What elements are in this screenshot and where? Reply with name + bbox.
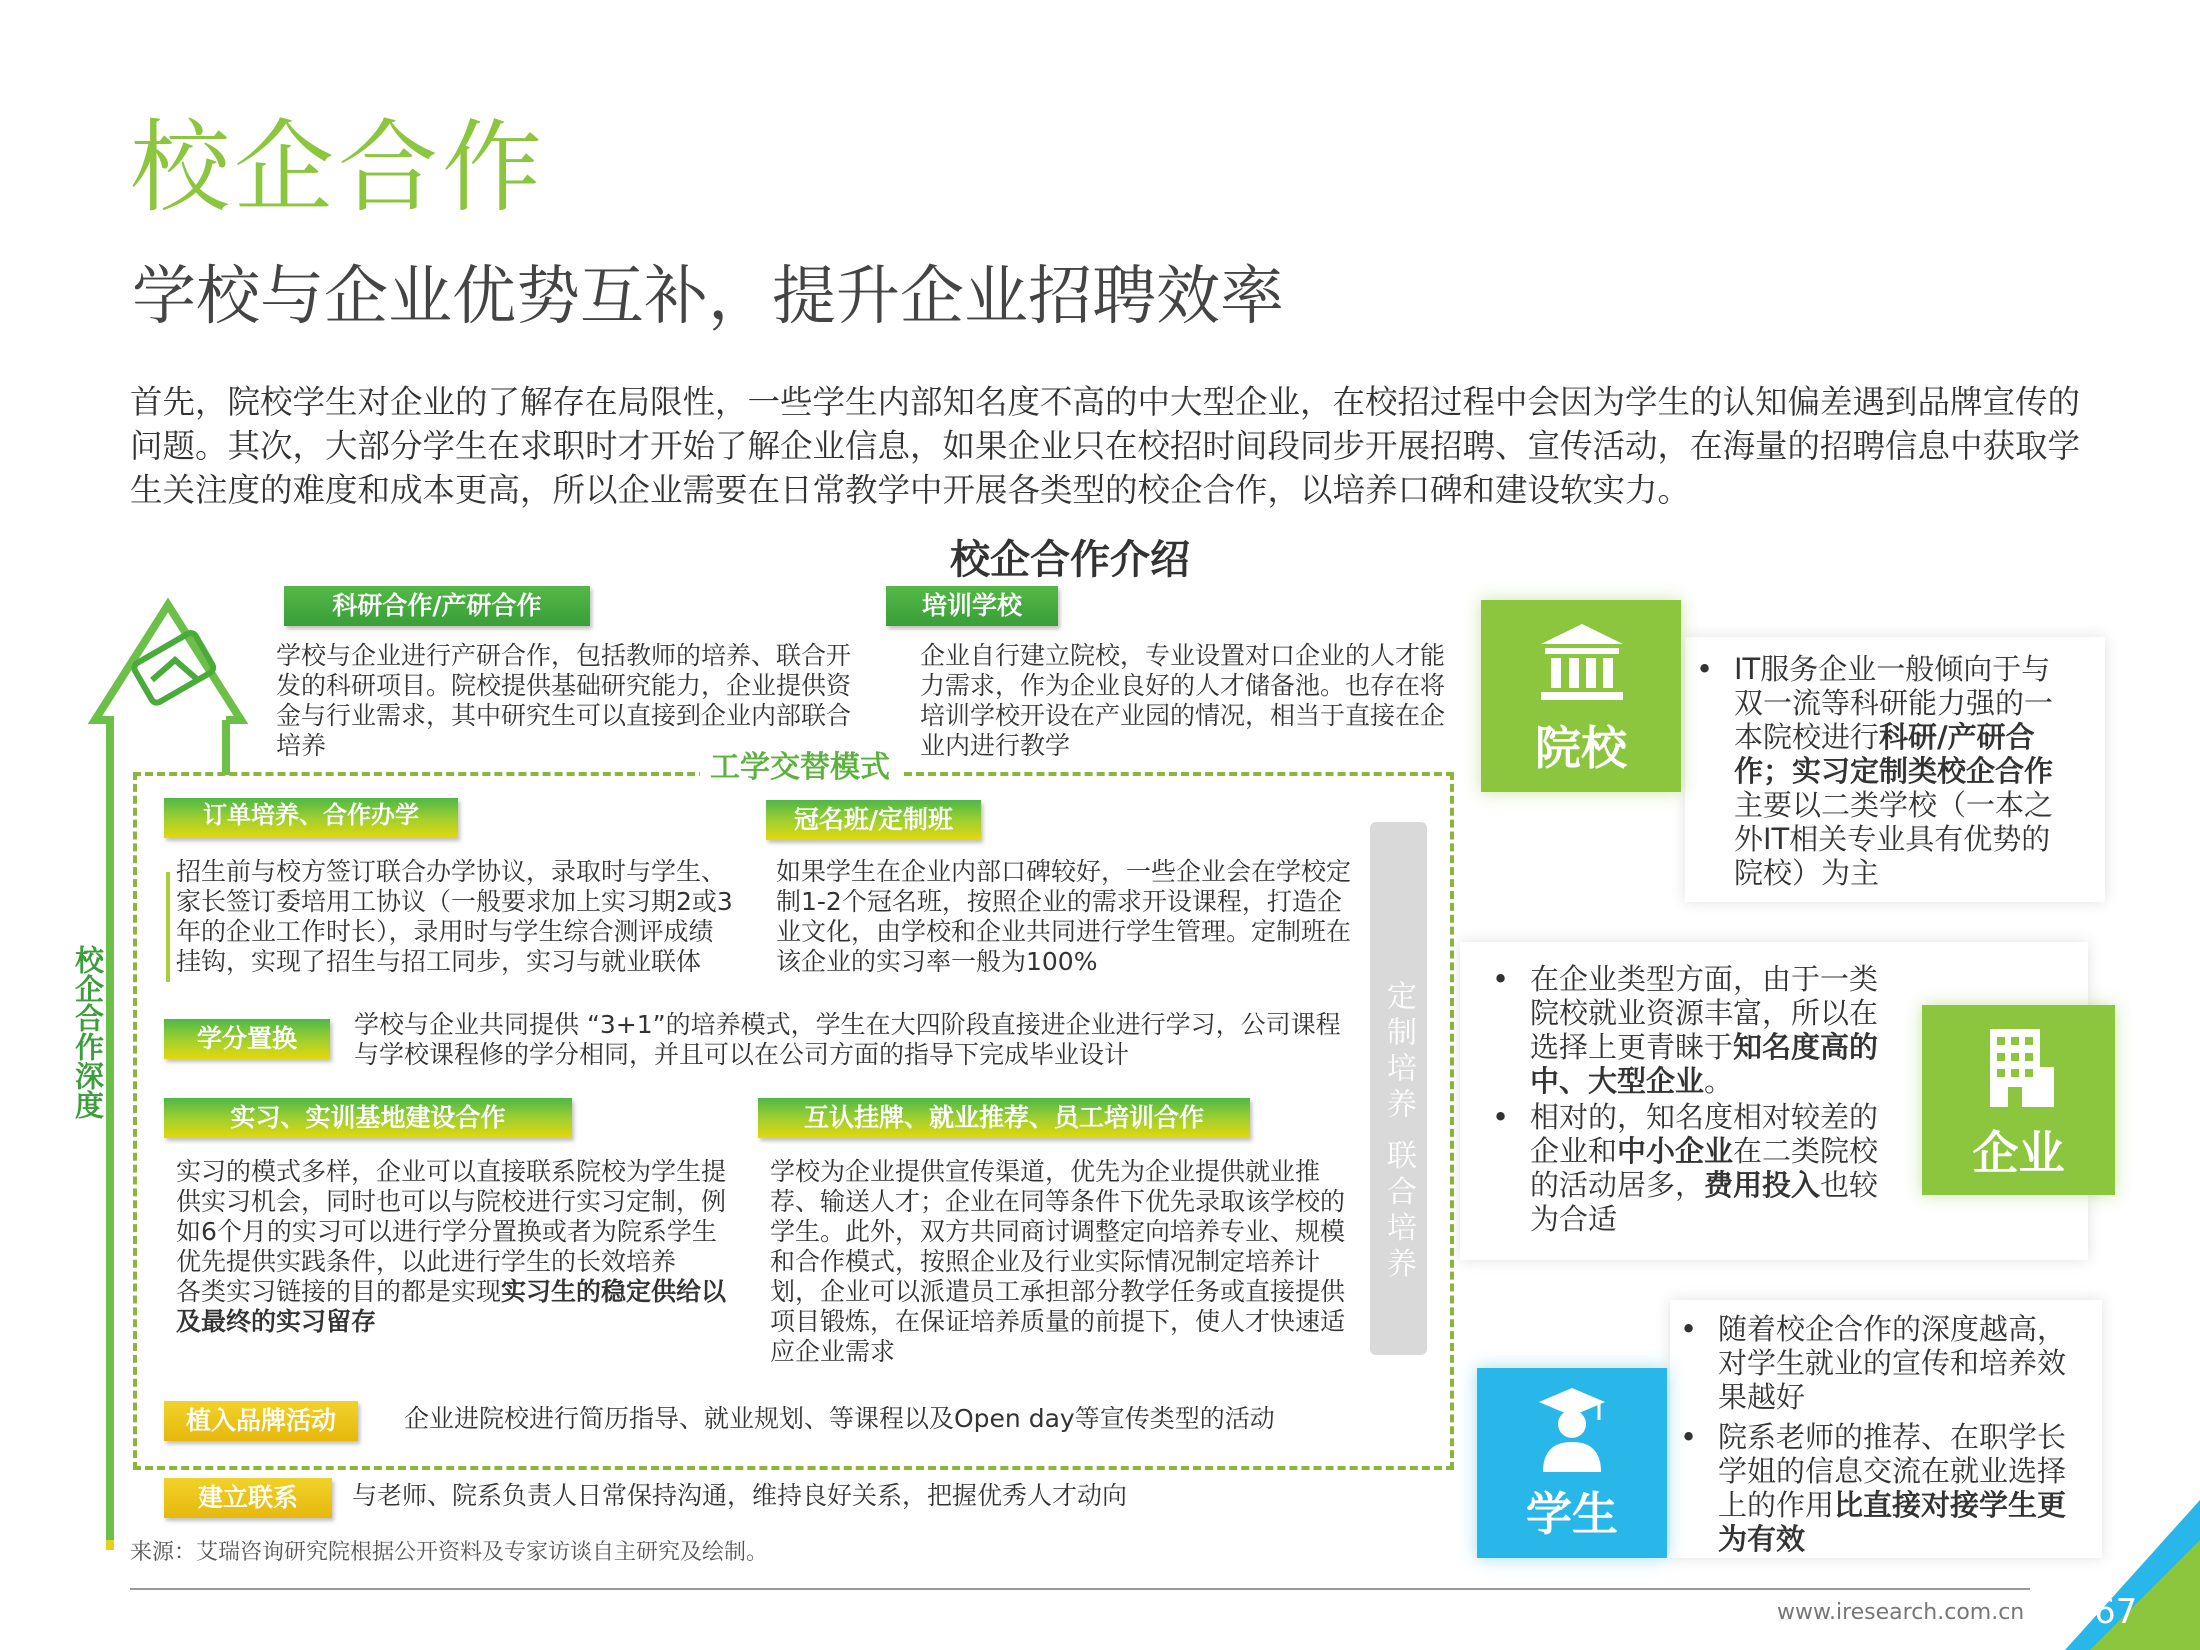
student-bullet-1 — [1680, 1312, 2090, 1414]
source-note: 来源：艾瑞咨询研究院根据公开资料及专家访谈自主研究及绘制。 — [130, 1540, 769, 1565]
tag-research-cooperation: 科研合作/产研合作 — [284, 586, 590, 626]
bullet-dot: • — [1680, 1312, 1698, 1346]
tag-credit-exchange: 学分置换 — [164, 1019, 330, 1059]
tag-build-contact: 建立联系 — [164, 1478, 332, 1518]
build-contact-text: 与老师、院系负责人日常保持沟通，维持良好关系，把握优秀人才动向 — [352, 1481, 1128, 1510]
bullet-dot: • — [1680, 1420, 1698, 1454]
enterprise-b1-a: 在企业类型方面，由于一类院校就业资源丰富，所以在选择上更青睐于 — [1530, 962, 1879, 1064]
mutual-recognition-text: 学校为企业提供宣传渠道，优先为企业提供就业推荐、输送人才；企业在同等条件下优先录取该学校的学生。此外，双方共同商讨调整定向培养专业、规模和合作模式，按照企业及行业实际情况制定培养计划，企业可以派遣员工承担部分教学任务或直接提供项目锻炼，在保证培养质量的前提下，使人才快速适应企业需求 — [770, 1157, 1346, 1366]
school-bullet-bold: 科研/产研合作；实习定制类校企合作 — [1734, 720, 2054, 788]
student-label: 学生 — [1526, 1487, 1618, 1541]
school-building-icon — [1539, 622, 1625, 702]
depth-axis-label: 校企合作深度 — [71, 945, 105, 1119]
handshake-icon — [130, 625, 220, 715]
school-bullet — [1696, 652, 2074, 890]
enterprise-bullet-2 — [1492, 1100, 1900, 1236]
footer-divider — [130, 1588, 2030, 1590]
office-building-icon — [1984, 1027, 2056, 1109]
customized-training-label: 定制培养 联合培养 — [1381, 980, 1416, 1284]
enterprise-b2-bold-1: 中小企业 — [1617, 1134, 1734, 1168]
student-b2-bold: 比直接对接学生更为有效 — [1718, 1488, 2067, 1556]
training-school-text: 企业自行建立院校，专业设置对口企业的人才能力需求，作为企业良好的人才储备池。也存在将培训学校开设在产业园的情况，相当于直接在企业内进行教学 — [920, 641, 1446, 760]
page-subtitle: 学校与企业优势互补，提升企业招聘效率 — [132, 260, 1284, 334]
customized-training-bar — [1370, 822, 1427, 1355]
credit-exchange-text: 学校与企业共同提供 “3+1”的培养模式，学生在大四阶段直接进企业进行学习，公司课程与学校课程修的学分相同，并且可以在公司方面的指导下完成毕业设计 — [354, 1010, 1341, 1069]
internship-base-desc: 实习的模式多样，企业可以直接联系院校为学生提供实习机会，同时也可以与院校进行实习定制，例如6个月的实习可以进行学分置换或者为院系学生优先提供实践条件，以此进行学生的长效培养 — [176, 1157, 727, 1276]
tag-training-school: 培训学校 — [886, 586, 1058, 626]
page-title: 校企合作 — [130, 109, 546, 226]
enterprise-b1-bold: 知名度高的中、大型企业 — [1530, 1030, 1879, 1098]
tag-order-training: 订单培养、合作办学 — [164, 798, 458, 838]
tag-internship-base: 实习、实训基地建设合作 — [164, 1098, 572, 1138]
student-tile — [1477, 1368, 1667, 1558]
graduate-icon — [1537, 1386, 1607, 1474]
tag-mutual-recognition: 互认挂牌、就业推荐、员工培训合作 — [758, 1098, 1250, 1138]
enterprise-b1-c: 。 — [1704, 1064, 1734, 1098]
school-bullet-c: 主要以二类学校（一本之外IT相关专业具有优势的院校）为主 — [1734, 788, 2054, 890]
internship-base-text — [176, 1157, 736, 1337]
student-bullet-2 — [1680, 1420, 2090, 1556]
site-url: www.iresearch.com.cn — [1777, 1600, 2025, 1625]
school-label: 院校 — [1535, 721, 1627, 775]
tag-named-class: 冠名班/定制班 — [766, 800, 981, 840]
enterprise-bullet-1 — [1492, 962, 1900, 1098]
section-title: 校企合作介绍 — [950, 537, 1190, 583]
student-b2-a: 院系老师的推荐、在职学长学姐的信息交流在就业选择上的作用 — [1718, 1420, 2067, 1522]
enterprise-b2-bold-2: 费用投入 — [1704, 1168, 1821, 1202]
brand-activity-text: 企业进院校进行简历指导、就业规划、等课程以及Open day等宣传类型的活动 — [404, 1404, 1275, 1433]
enterprise-tile — [1922, 1005, 2115, 1195]
bullet-dot: • — [1696, 652, 1714, 686]
internship-goal-plain: 各类实习链接的目的都是实现 — [176, 1277, 502, 1306]
internship-goal-bold: 实习生的稳定供给以及最终的实习留存 — [176, 1277, 727, 1336]
order-training-text: 招生前与校方签订联合办学协议，录取时与学生、家长签订委培用工协议（一般要求加上实习期2或3年的企业工作时长），录用时与学生综合测评成绩挂钩，实现了招生与招工同步，实习与就业联体 — [176, 857, 733, 976]
bullet-dot: • — [1492, 962, 1510, 996]
enterprise-b2-e: 也较为合适 — [1530, 1168, 1879, 1236]
page-number: 67 — [2094, 1592, 2138, 1632]
enterprise-label: 企业 — [1972, 1126, 2065, 1180]
order-training-accent — [166, 872, 170, 982]
work-study-label: 工学交替模式 — [700, 742, 900, 786]
tag-brand-activity: 植入品牌活动 — [164, 1401, 358, 1441]
bullet-dot: • — [1492, 1100, 1510, 1134]
named-class-text: 如果学生在企业内部口碑较好，一些企业会在学校定制1-2个冠名班，按照企业的需求开设课程，打造企业文化，由学校和企业共同进行学生管理。定制班在该企业的实习率一般为100% — [776, 857, 1352, 976]
enterprise-b2-c: 在二类院校的活动居多， — [1530, 1134, 1879, 1202]
student-b1: 随着校企合作的深度越高，对学生就业的宣传和培养效果越好 — [1718, 1312, 2067, 1414]
intro-paragraph: 首先，院校学生对企业的了解存在局限性，一些学生内部知名度不高的中大型企业，在校招过程中会因为学生的认知偏差遇到品牌宣传的问题。其次，大部分学生在求职时才开始了解企业信息，如果企业只在校招时间段同步开展招聘、宣传活动，在海量的招聘信息中获取学生关注度的难度和成本更高，所以企业需要在日常教学中开展各类型的校企合作，以培养口碑和建设软实力。 — [130, 383, 2081, 509]
internship-base-goal — [176, 1277, 736, 1337]
enterprise-b2-a: 相对的，知名度相对较差的企业和 — [1530, 1100, 1879, 1168]
research-cooperation-text: 学校与企业进行产研合作，包括教师的培养、联合开发的科研项目。院校提供基础研究能力，企业提供资金与行业需求，其中研究生可以直接到企业内部联合培养 — [276, 641, 852, 760]
school-tile — [1481, 600, 1681, 792]
school-bullet-a: IT服务企业一般倾向于与双一流等科研能力强的一本院校进行 — [1734, 652, 2054, 754]
